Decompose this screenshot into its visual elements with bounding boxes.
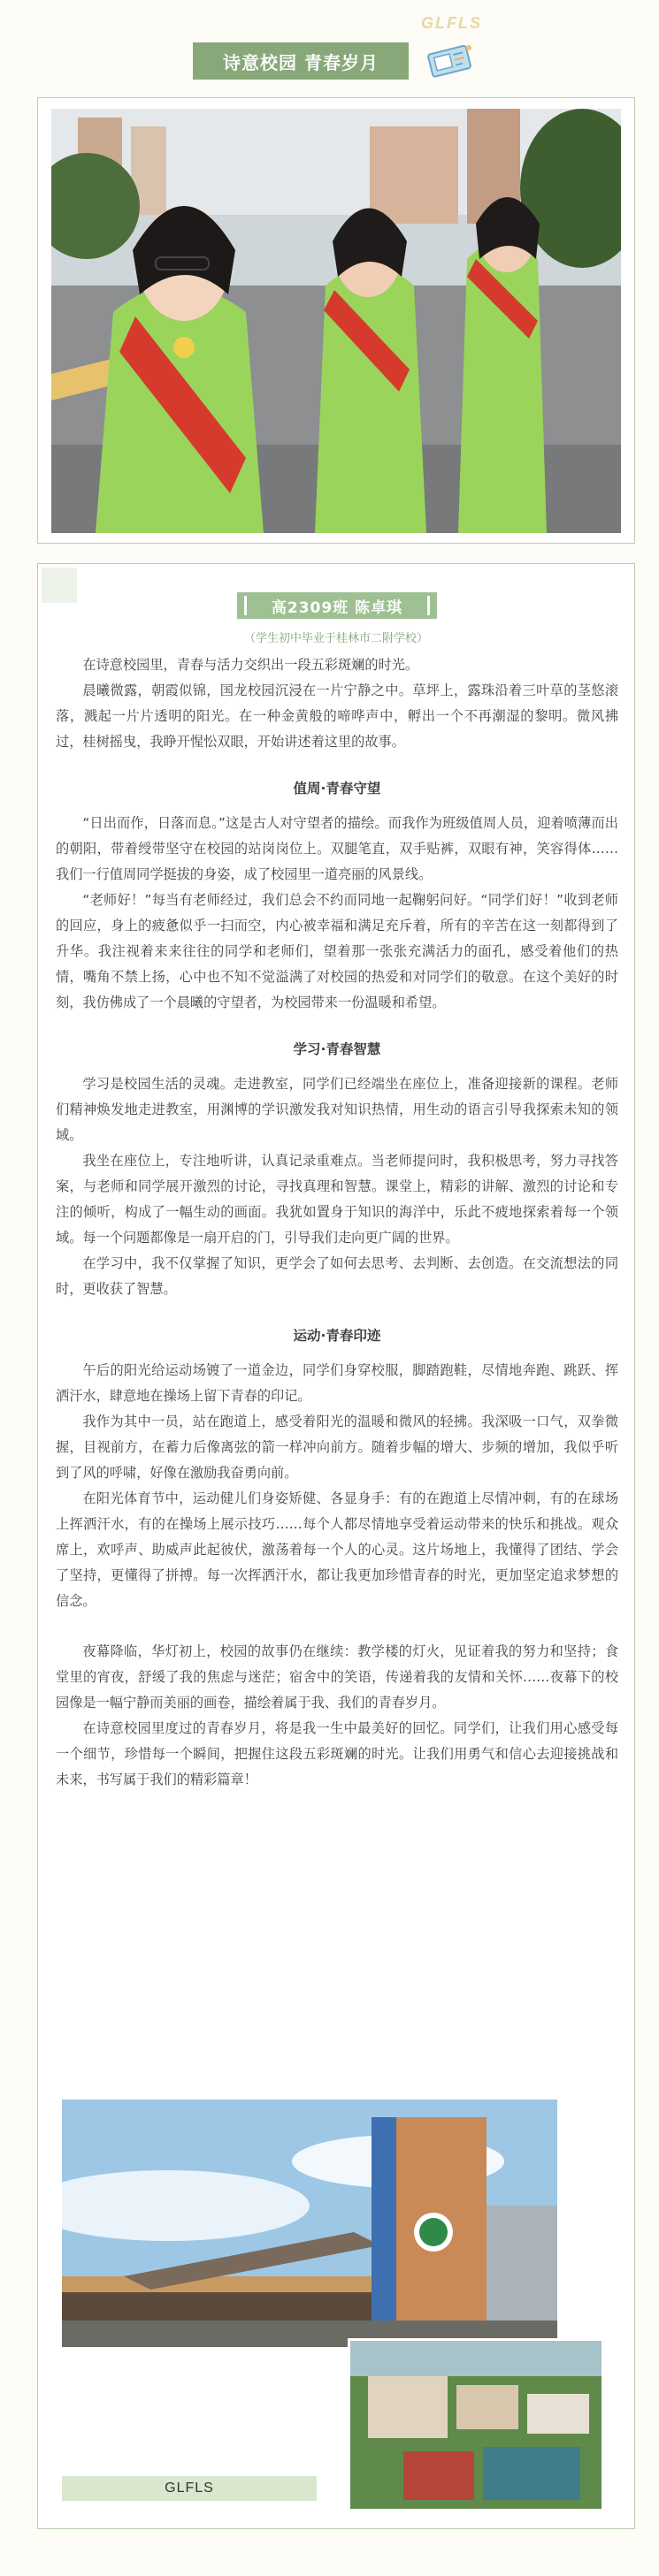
section-paragraph: 学习是校园生活的灵魂。走进教室，同学们已经端坐在座位上，准备迎接新的课程。老师们精神焕发地走进教室，用渊博的学识激发我对知识热情，用生动的语言引导我探索未知的领域。 [56,1076,618,1143]
header-banner [0,0,659,97]
campus-aerial-photo [348,2338,604,2511]
section-title: 值周·青春守望 [293,781,381,796]
author-name: 高2309班 陈卓琪 [237,592,437,619]
section-paragraph: 我坐在座位上，专注地听讲，认真记录重难点。当老师提问时，我积极思考，努力寻找答案，与老师和同学展开激烈的讨论，寻找真理和智慧。课堂上，精彩的讲解、激烈的讨论和专注的倾听，构成了一幅生动的画面。我犹如置身于知识的海洋中，乐此不疲地探索着每一个领域。每一个问题都像是一扇开启的门，引导我们走向更广阔的世界。 [56,1153,618,1246]
section-paragraph: 在学习中，我不仅掌握了知识，更学会了如何去思考、去判断、去创造。在交流想法的同时，更收获了智慧。 [56,1255,618,1297]
footer-label: GLFLS [62,2476,317,2501]
corner-decoration [42,568,77,603]
campus-building-photo [62,2100,557,2347]
section-title: 学习·青春智慧 [293,1041,381,1057]
spacer [56,1614,618,1639]
header-deco-text: GLFLS [421,14,482,32]
intro-paragraph: 晨曦微露，朝霞似锦，国龙校园沉浸在一片宁静之中。草坪上，露珠沿着三叶草的茎悠滚落，溅起一片片透明的阳光。在一种金黄般的啼哗声中，孵出一个不再潮湿的黎明。微风拂过，桂树摇曳，我睁开惺忪双眼，开始讲述着这里的故事。 [56,682,618,750]
students-photo-frame [37,97,635,544]
section-paragraph: “日出而作，日落而息。”这是古人对守望者的描绘。而我作为班级值周人员，迎着喷薄而出的朝阳，带着绶带坚守在校园的站岗岗位上。双腿笔直，双手贴裤，双眼有神，笑容得体……我们一行值周同学挺拔的身姿，成了校园里一道亮丽的风景线。 [56,815,618,882]
article-card [37,563,635,2529]
section-paragraph: 在阳光体育节中，运动健儿们身姿矫健、各显身手：有的在跑道上尽情冲刺，有的在球场上挥洒汗水，有的在操场上展示技巧……每个人都尽情地享受着运动带来的快乐和挑战。观众席上，欢呼声、助威声此起彼伏，激荡着每一个人的心灵。这片场地上，我懂得了团结、学会了坚持，更懂得了拼搏。每一次挥洒汗水，都让我更加珍惜青春的时光，更加坚定追求梦想的信念。 [56,1490,618,1609]
closing-paragraph: 在诗意校园里度过的青春岁月，将是我一生中最美好的回忆。同学们，让我们用心感受每一个细节，珍惜每一个瞬间，把握住这段五彩斑斓的时光。让我们用勇气和信心去迎接挑战和未来，书写属于我们的精彩篇章！ [56,1720,618,1787]
closing-paragraph: 夜幕降临，华灯初上，校园的故事仍在继续：教学楼的灯火，见证着我的努力和坚持；食堂里的宵夜，舒缓了我的焦虑与迷茫；宿舍中的笑语，传递着我的友情和关怀……夜幕下的校园像是一幅宁静而美丽的画卷，描绘着属于我、我们的青春岁月。 [56,1643,618,1711]
author-note: （学生初中毕业于桂林市二附学校） [243,632,428,645]
article-body [56,652,618,1793]
section-title: 运动·青春印迹 [293,1328,381,1344]
section-paragraph: “老师好！”每当有老师经过，我们总会不约而同地一起鞠躬问好。“同学们好！”收到老师的回应，身上的疲惫似乎一扫而空，内心被幸福和满足充斥着，所有的辛苦在这一刻都得到了升华。我注视着来来往往的同学和老师们，望着那一张张充满活力的面孔，感受着他们的热情，嘴角不禁上扬，心中也不知不觉溢满了对校园的热爱和对同学们的敬意。在这个美好的时刻，我仿佛成了一个晨曦的守望者，为校园带来一份温暖和希望。 [56,892,618,1010]
intro-paragraph: 在诗意校园里，青春与活力交织出一段五彩斑斓的时光。 [82,657,419,673]
ticket-icon [425,41,476,81]
section-paragraph: 午后的阳光给运动场镀了一道金边，同学们身穿校服，脚踏跑鞋，尽情地奔跑、跳跃、挥洒汗水，肆意地在操场上留下青春的印记。 [56,1362,618,1404]
page-title: 诗意校园 青春岁月 [193,42,409,80]
section-paragraph: 我作为其中一员，站在跑道上，感受着阳光的温暖和微风的轻拂。我深吸一口气，双拳微握，目视前方，在蓄力后像离弦的箭一样冲向前方。随着步幅的增大、步频的增加，我似乎听到了风的呼啸，好像在激励我奋勇向前。 [56,1414,618,1481]
students-photo [51,109,621,533]
